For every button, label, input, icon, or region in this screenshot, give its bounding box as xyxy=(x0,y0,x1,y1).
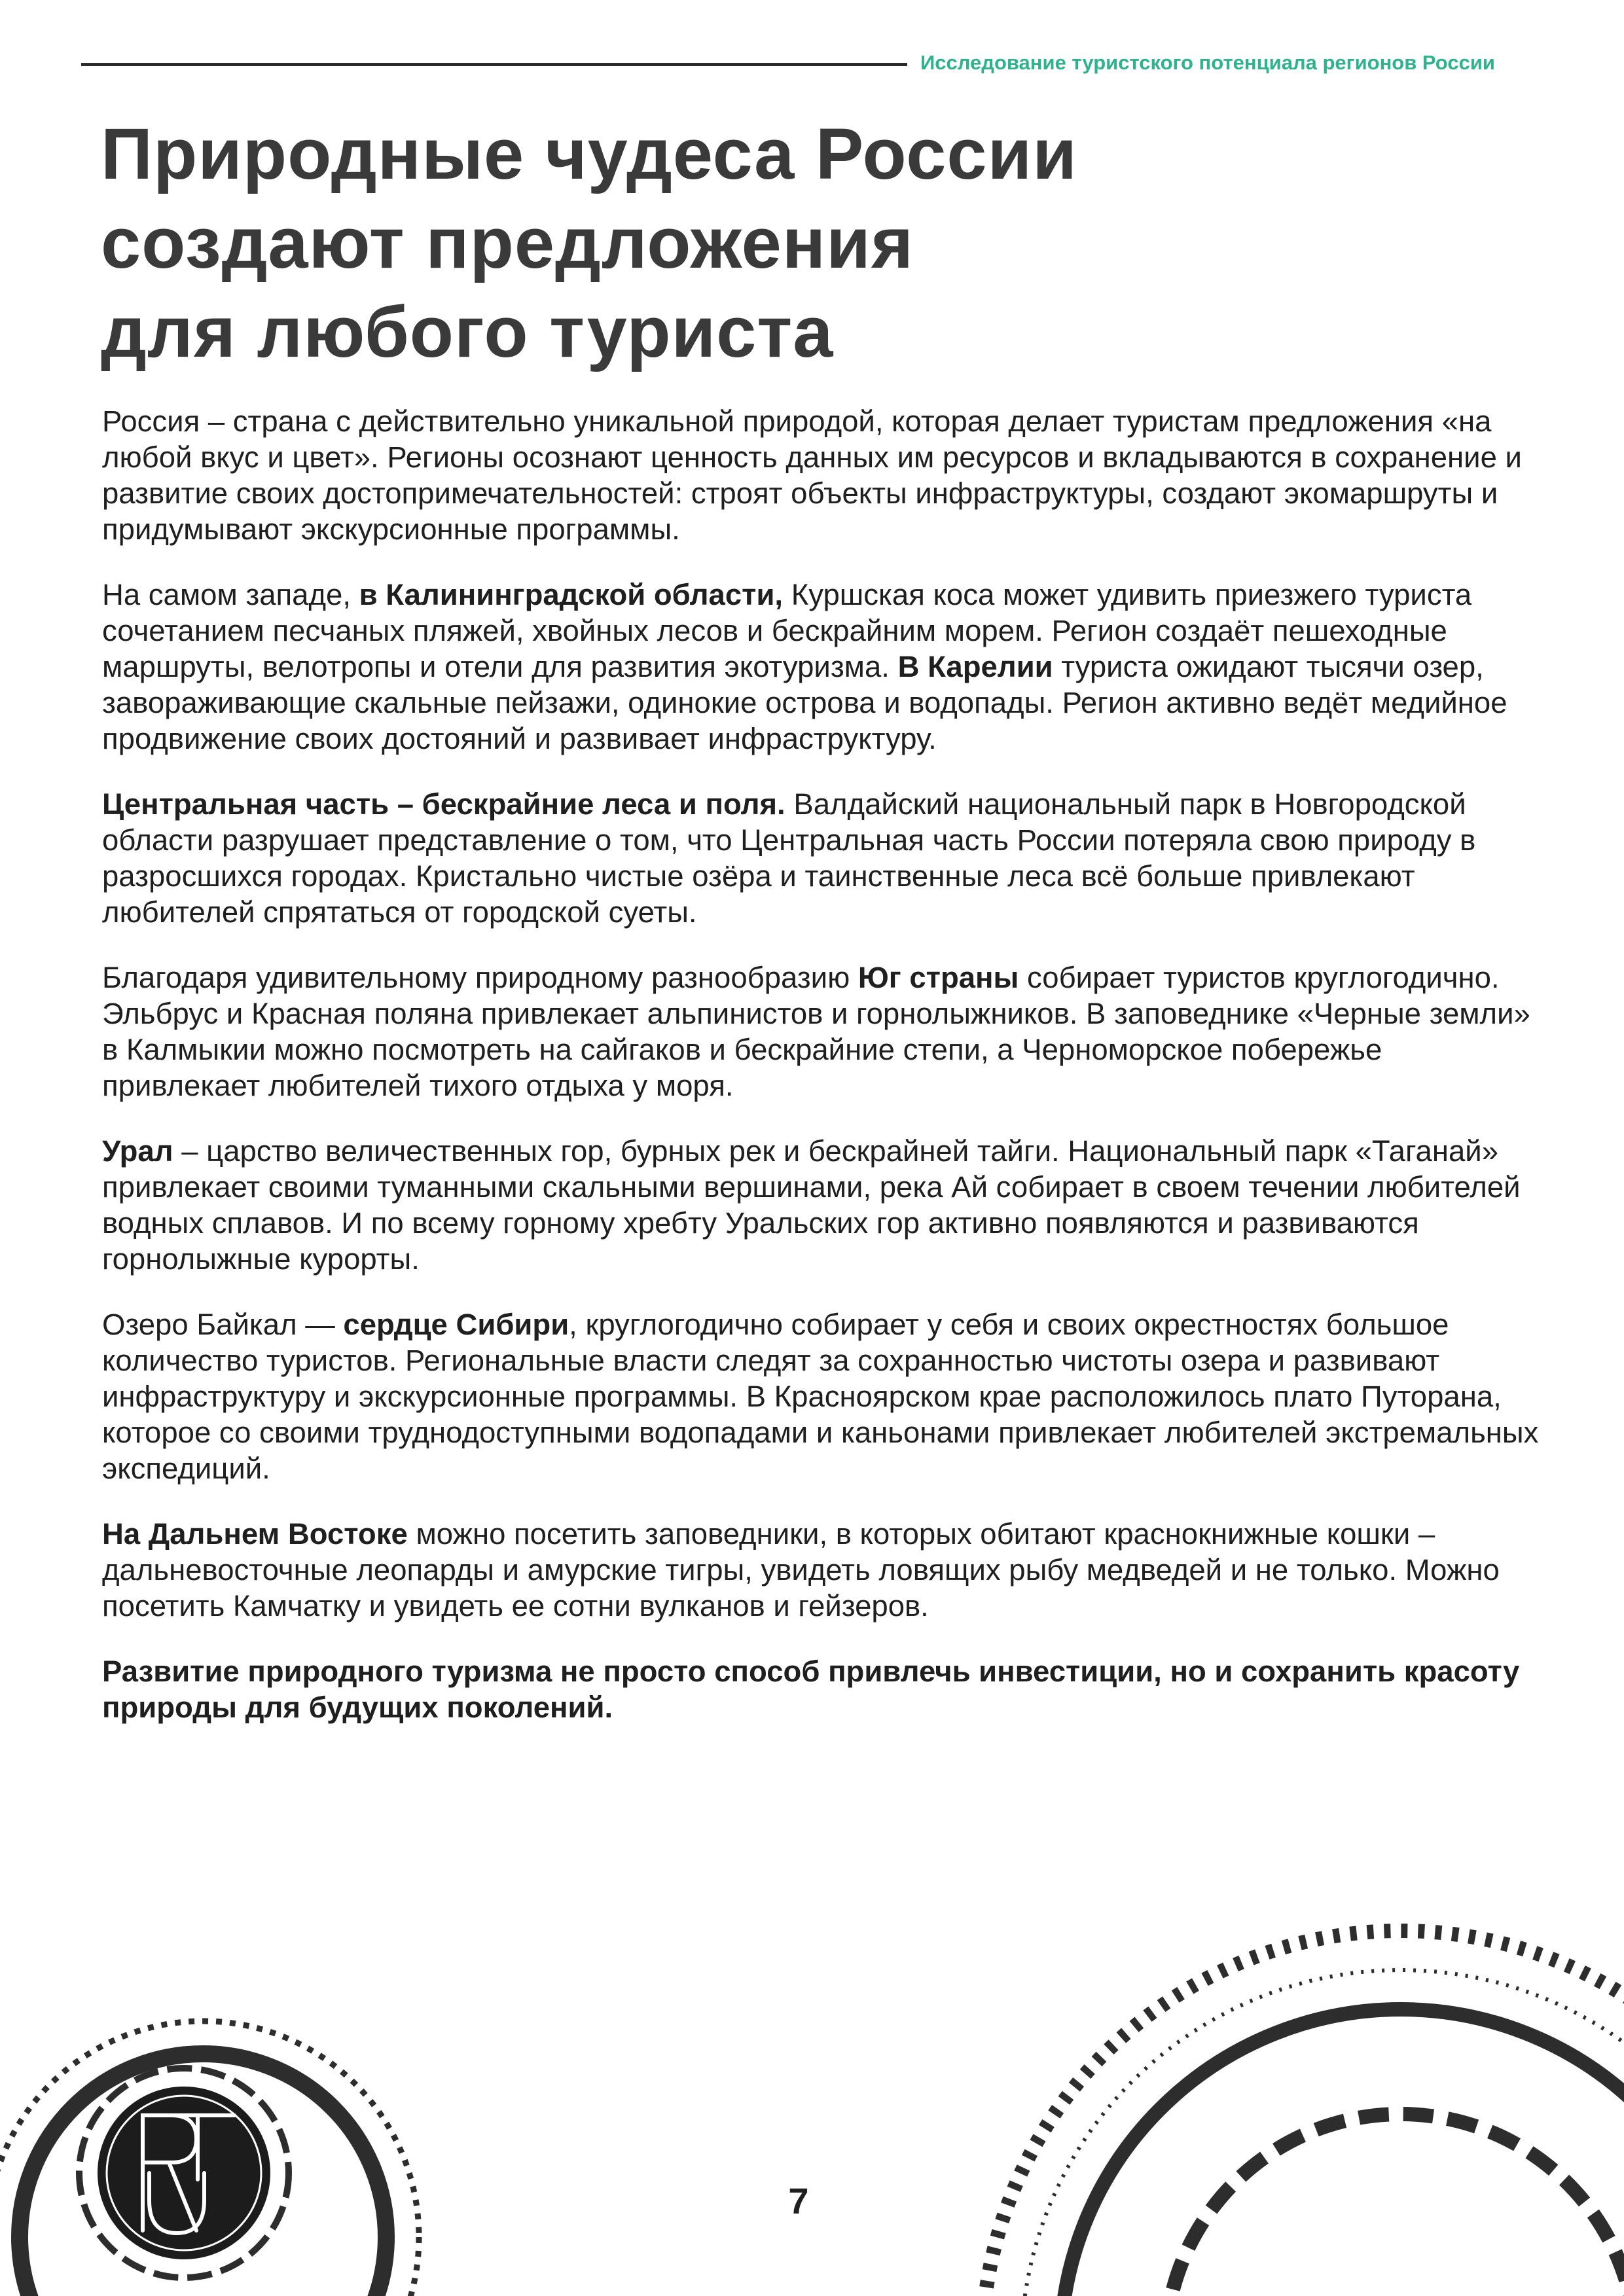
concentric-circles-decoration xyxy=(982,1931,1624,2296)
header-title: Исследование туристского потенциала регионов России xyxy=(920,51,1495,74)
thick-ring xyxy=(20,2054,386,2296)
paragraph-text: На самом западе, xyxy=(102,578,359,611)
solid-ring xyxy=(1060,2009,1624,2296)
outer-dashed-ring xyxy=(982,1931,1624,2296)
paragraph-text: Озеро Байкал — xyxy=(102,1308,344,1341)
highlight-siberia: сердце Сибири xyxy=(343,1308,569,1341)
page-title-line-3: для любого туриста xyxy=(101,292,834,372)
highlight-kaliningrad: в Калининградской области, xyxy=(359,578,784,611)
paragraph-text: – царство величественных гор, бурных рек и бескрайней тайги. Национальный парк «Таганай» привлекает своими туманными скальными вершинами, река Ай собирает в своем течении любителей водных сплавов. И по всему горному хребту Уральских гор активно появляются и развиваются горнолыжные курорты. xyxy=(102,1134,1521,1276)
highlight-ural: Урал xyxy=(102,1134,173,1168)
paragraph-text: Валдайский национальный парк в Новгородской области разрушает представление о том, что Центральная часть России потеряла свою природу в разросшихся городах. Кристально чистые озёра и таинственные леса всё больше привлекают любителей спрятаться от городской суеты. xyxy=(102,787,1476,929)
outer-dotted-ring xyxy=(0,2021,419,2296)
paragraph-text: собирает туристов круглогодично. Эльбрус и Красная поляна привлекает альпинистов и горнолыжников. В заповеднике «Черные земли» в Калмыкии можно посмотреть на сайгаков и бескрайние степи, а Черноморское побережье привлекает любителей тихого отдыха у моря. xyxy=(102,961,1530,1102)
paragraph-ural xyxy=(102,1133,1542,1277)
paragraph-south xyxy=(102,960,1542,1103)
header-divider xyxy=(81,63,907,66)
outer-dotted-ring-right xyxy=(1021,1970,1624,2296)
page-number: 7 xyxy=(788,2180,809,2221)
inner-dashed-ring xyxy=(1165,2114,1624,2296)
conclusion-text: Развитие природного туризма не просто способ привлечь инвестиции, но и сохранить красоту природы для будущих поколений. xyxy=(102,1655,1520,1724)
left-decoration xyxy=(0,2021,419,2296)
dashed-ring xyxy=(79,2068,289,2278)
paragraph-text: туриста ожидают тысячи озер, завораживающие скальные пейзажи, одинокие острова и водопады. Регион активно ведёт медийное продвижение своих достояний и развивает инфраструктуру. xyxy=(102,650,1507,755)
paragraph-west xyxy=(102,577,1542,757)
highlight-karelia: В Карелии xyxy=(897,650,1053,683)
paragraph-siberia xyxy=(102,1306,1542,1486)
paragraph-central xyxy=(102,786,1542,930)
page-title xyxy=(101,110,1475,377)
highlight-central: Центральная часть – бескрайние леса и поля. xyxy=(102,787,785,821)
page-title-line-1: Природные чудеса России xyxy=(101,114,1077,194)
highlight-far-east: На Дальнем Востоке xyxy=(102,1517,408,1551)
rtu-monogram-icon xyxy=(107,2096,261,2250)
paragraph-text: Благодаря удивительному природному разнообразию xyxy=(102,961,858,994)
paragraph-text: Куршская коса может удивить приезжего туриста сочетанием песчаных пляжей, хвойных лесов и бескрайним морем. Регион создаёт пешеходные маршруты, велотропы и отели для развития экотуризма. xyxy=(102,578,1472,683)
paragraph-far-east xyxy=(102,1516,1542,1624)
logo-disc xyxy=(98,2087,270,2259)
page-title-line-2: создают предложения xyxy=(101,203,914,283)
article-body xyxy=(102,403,1542,1755)
paragraph-intro xyxy=(102,403,1542,547)
paragraph-conclusion xyxy=(102,1653,1542,1725)
highlight-south: Юг страны xyxy=(857,961,1019,994)
paragraph-text: можно посетить заповедники, в которых обитают краснокнижные кошки – дальневосточные леопарды и амурские тигры, увидеть ловящих рыбу медведей и не только. Можно посетить Камчатку и увидеть ее сотни вулканов и гейзеров. xyxy=(102,1517,1500,1623)
paragraph-text: , круглогодично собирает у себя и своих окрестностях большое количество туристов. Региональные власти следят за сохранностью чистоты озера и развивают инфраструктуру и экскурсионные программы. В Красноярском крае расположилось плато Путорана, которое со своими труднодоступными водопадами и каньонами привлекает любителей экстремальных экспедиций. xyxy=(102,1308,1539,1485)
paragraph-text: Россия – страна с действительно уникальной природой, которая делает туристам предложения «на любой вкус и цвет». Регионы осознают ценность данных им ресурсов и вкладываются в сохранение и развитие своих достопримечательностей: строят объекты инфраструктуры, создают экомаршруты и придумывают экскурсионные программы. xyxy=(102,404,1522,546)
